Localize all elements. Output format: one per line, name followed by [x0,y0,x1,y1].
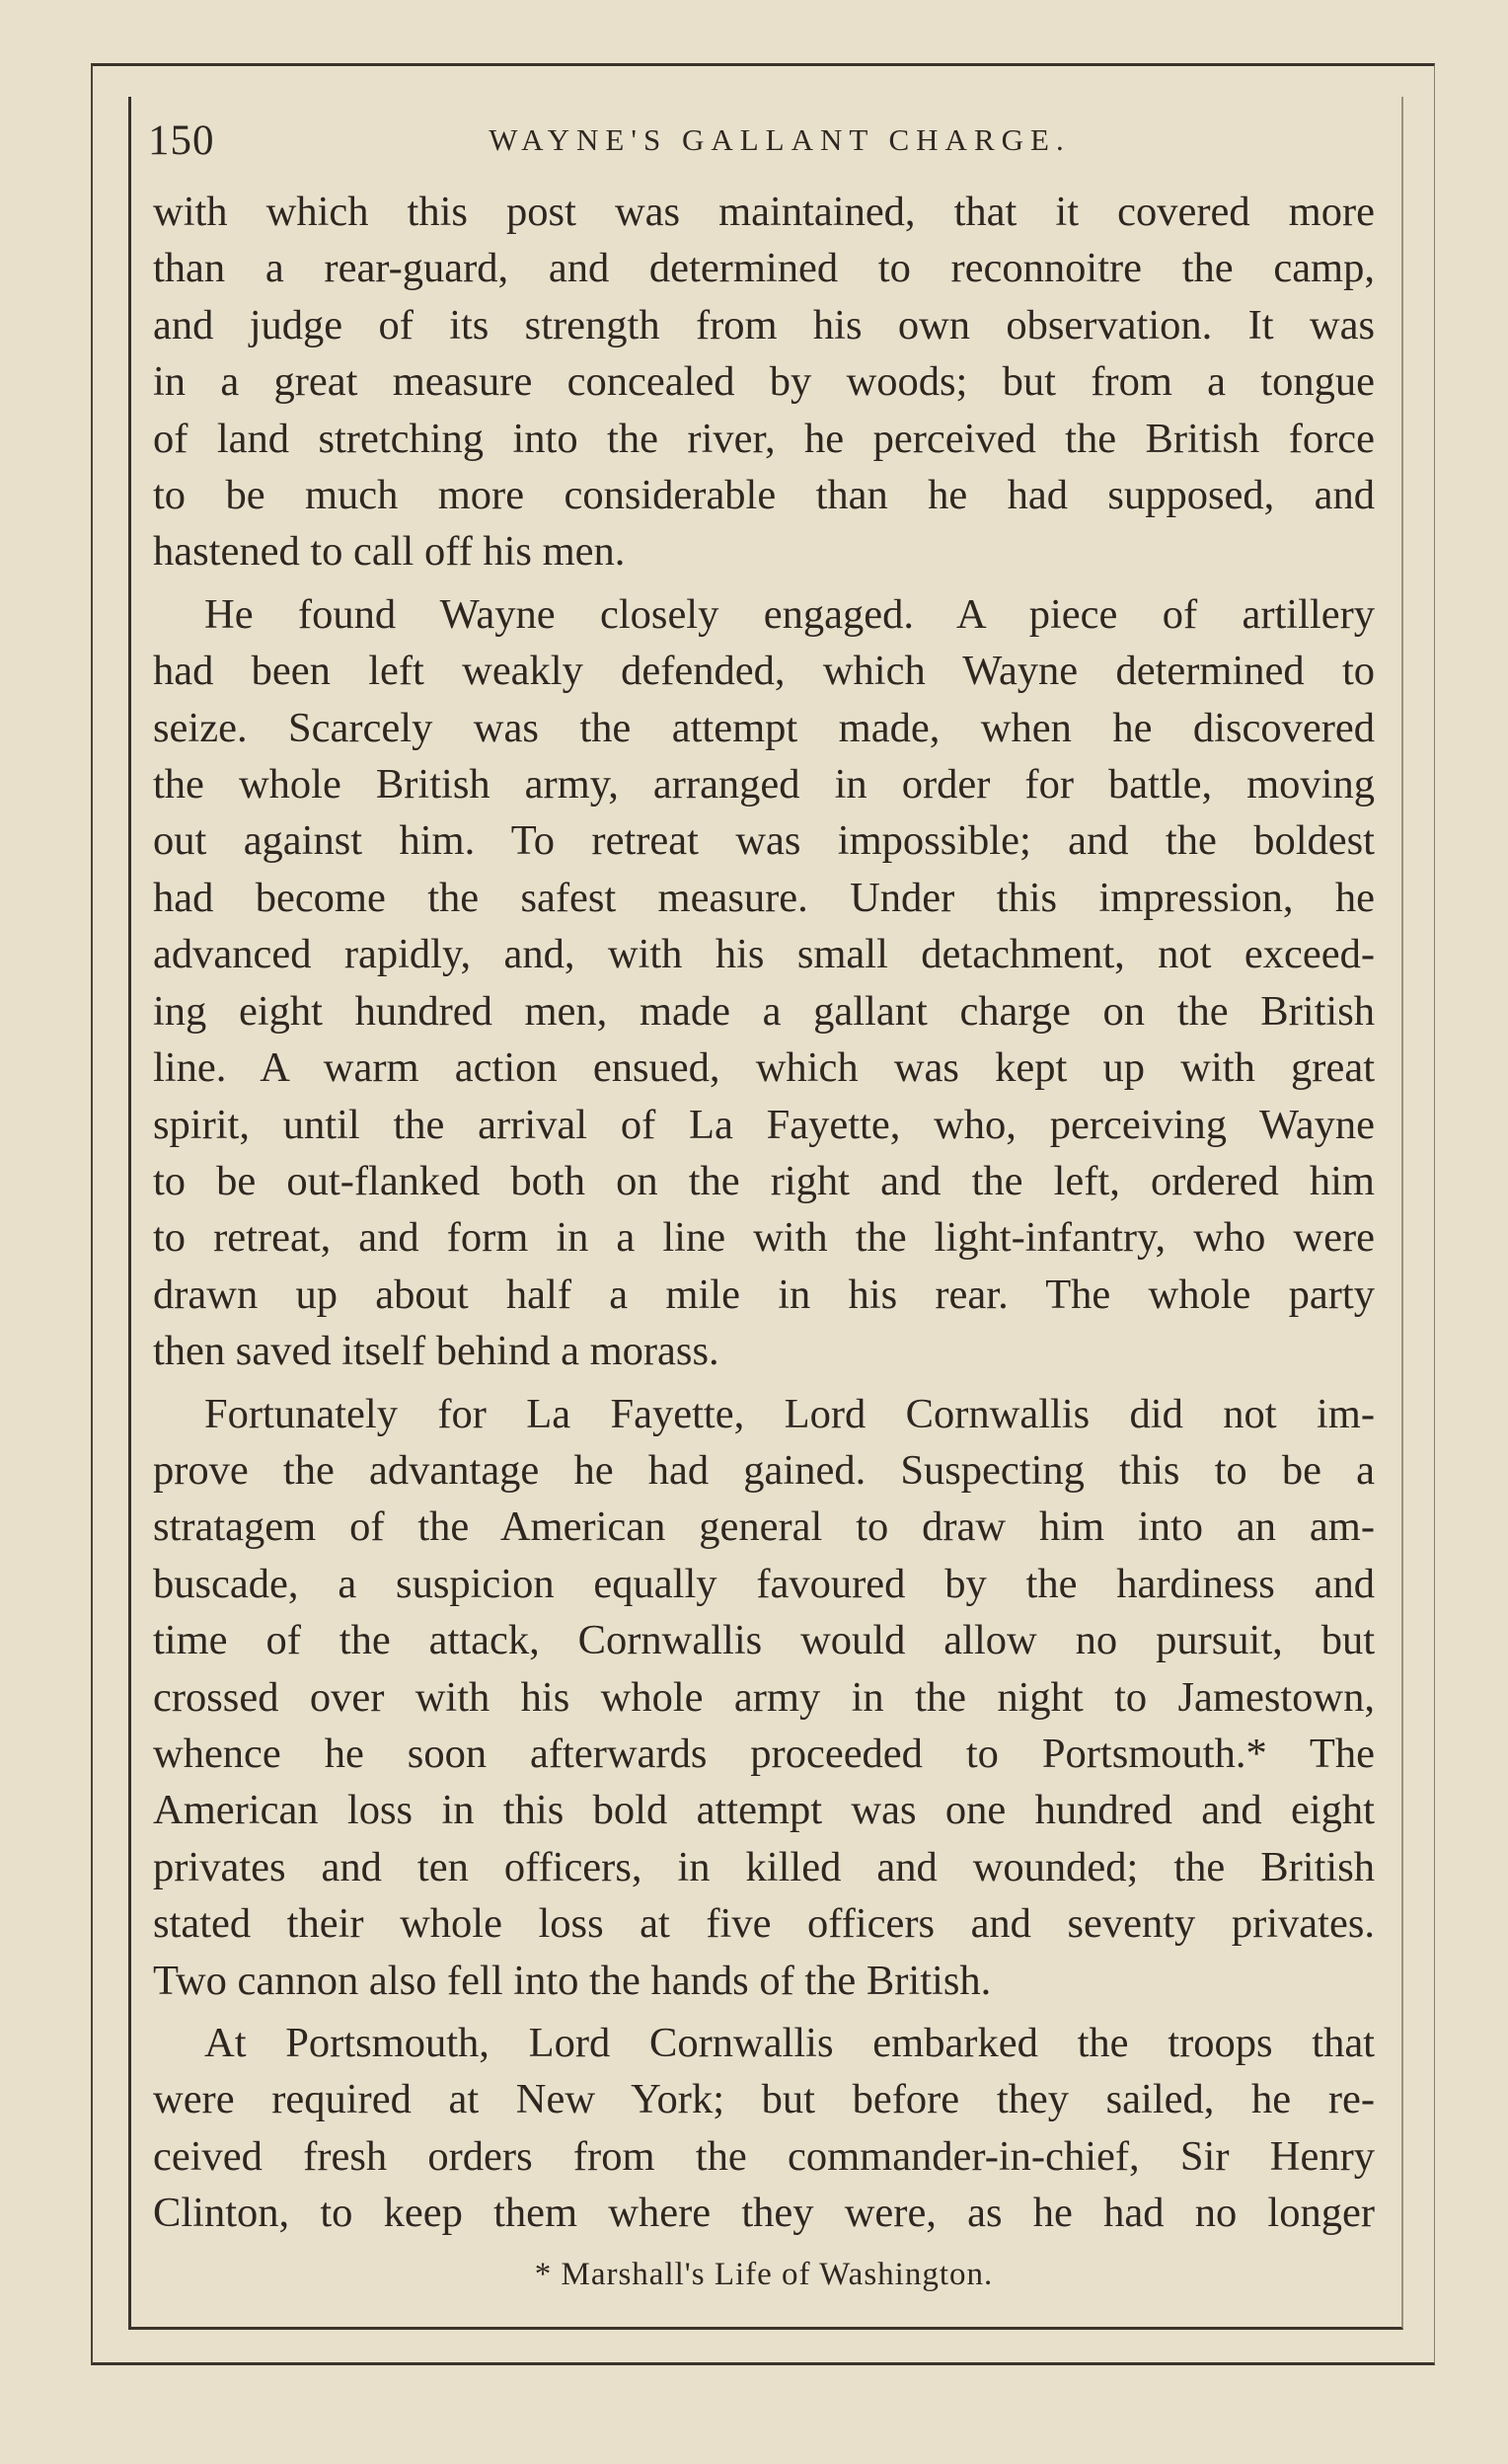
text-line: American loss in this bold attempt was one hundred and eight [153,1787,1375,1834]
text-line: with which this post was maintained, that it covered more [153,189,1375,235]
text-line: Fortunately for La Fayette, Lord Cornwallis did not im- [204,1390,1375,1437]
page-header [148,116,1372,176]
text-line: to retreat, and form in a line with the light-infantry, who were [153,1214,1375,1262]
text-line: advanced rapidly, and, with his small detachment, not exceed- [153,931,1375,978]
footnote: * Marshall's Life of Washington. [534,2257,994,2292]
text-line: At Portsmouth, Lord Cornwallis embarked the troops that [204,2020,1375,2066]
text-line: of land stretching into the river, he perceived the British force [153,415,1375,462]
text-line: seize. Scarcely was the attempt made, when he discovered [153,704,1375,751]
text-line: stratagem of the American general to draw him into an am- [153,1503,1375,1551]
text-line: were required at New York; but before they sailed, he re- [153,2076,1375,2123]
text-line: buscade, a suspicion equally favoured by the hardiness and [153,1560,1375,1607]
text-line: to be out-flanked both on the right and the left, ordered him [153,1157,1375,1204]
text-line: ing eight hundred men, made a gallant charge on the British [153,987,1375,1035]
text-line: ceived fresh orders from the commander-in-chief, Sir Henry [153,2132,1375,2180]
text-line: to be much more considerable than he had supposed, and [153,472,1375,519]
text-line: the whole British army, arranged in order for battle, moving [153,761,1375,808]
text-line: drawn up about half a mile in his rear. The whole party [153,1270,1375,1318]
text-line: had been left weakly defended, which Wayne determined to [153,648,1375,695]
text-line: spirit, until the arrival of La Fayette, who, perceiving Wayne [153,1101,1375,1148]
text-line: Two cannon also fell into the hands of the British. [153,1957,992,2004]
paragraph-1 [153,184,1375,580]
text-line: stated their whole loss at five officers and seventy privates. [153,1900,1375,1948]
text-line: had become the safest measure. Under this impression, he [153,874,1375,921]
body-text [153,184,1375,2248]
text-line: line. A warm action ensued, which was kept up with great [153,1044,1375,1092]
text-line: whence he soon afterwards proceeded to Portsmouth.* The [153,1730,1375,1777]
running-head: WAYNE'S GALLANT CHARGE. [489,122,1071,157]
paragraph-4 [153,2015,1375,2242]
paragraph-3 [153,1386,1375,2009]
text-line: prove the advantage he had gained. Suspecting this to be a [153,1446,1375,1494]
text-line: hastened to call off his men. [153,528,626,576]
text-line: privates and ten officers, in killed and wounded; the British [153,1843,1375,1890]
paragraph-2 [153,586,1375,1380]
text-line: in a great measure concealed by woods; but from a tongue [153,358,1375,406]
text-line: then saved itself behind a morass. [153,1328,719,1375]
text-line: than a rear-guard, and determined to reconnoitre the camp, [153,245,1375,292]
text-line: out against him. To retreat was impossible; and the boldest [153,817,1375,865]
text-line: and judge of its strength from his own observation. It was [153,301,1375,348]
text-line: He found Wayne closely engaged. A piece of artillery [204,590,1375,638]
text-line: Clinton, to keep them where they were, as he had no longer [153,2190,1375,2237]
text-line: crossed over with his whole army in the night to Jamestown, [153,1673,1375,1721]
text-line: time of the attack, Cornwallis would allow no pursuit, but [153,1617,1375,1664]
page-number: 150 [148,117,215,164]
